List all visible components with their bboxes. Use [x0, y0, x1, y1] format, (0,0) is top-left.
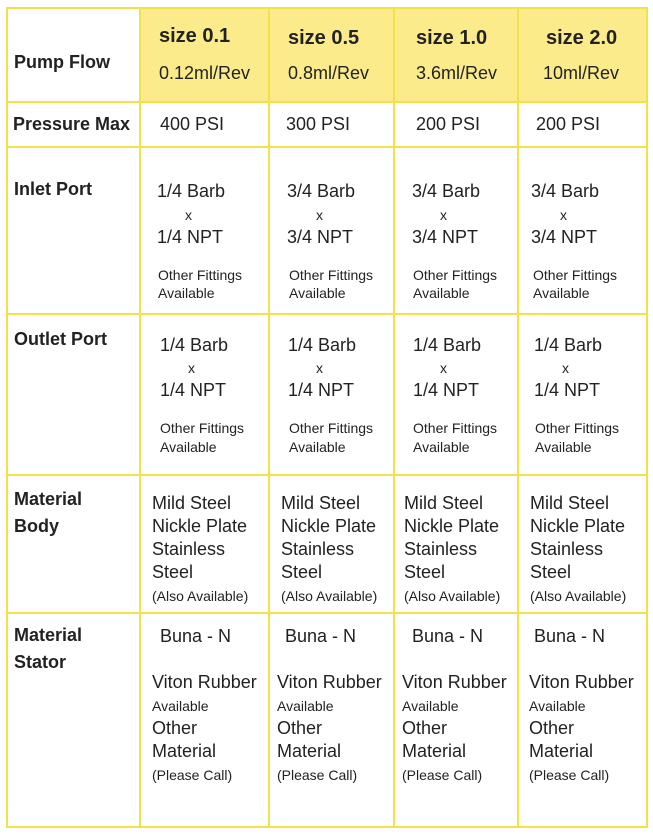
inlet-other: Other Fittings — [158, 267, 243, 283]
column-pressure: 300 PSI — [286, 114, 351, 134]
stator-available: Available — [277, 698, 334, 714]
stator-other: Material — [402, 741, 467, 761]
body-material: Steel — [530, 562, 572, 582]
stator-viton: Viton Rubber — [402, 672, 507, 692]
body-material: Mild Steel — [404, 493, 484, 513]
inlet-npt: 3/4 NPT — [287, 227, 354, 247]
outlet-other: Other Fittings — [413, 420, 498, 436]
grid-line — [6, 146, 648, 148]
stator-other: Material — [529, 741, 594, 761]
body-material: Nickle Plate — [152, 516, 248, 536]
body-material: Nickle Plate — [281, 516, 377, 536]
column-size: size 2.0 — [546, 27, 618, 49]
inlet-x: x — [560, 207, 567, 223]
inlet-barb: 3/4 Barb — [531, 181, 600, 201]
body-material: Stainless — [281, 539, 355, 559]
column-flow: 10ml/Rev — [543, 63, 620, 83]
body-note: (Also Available) — [152, 588, 249, 604]
row-label-material-body: Body — [14, 516, 59, 536]
outlet-npt: 1/4 NPT — [288, 380, 355, 400]
row-label-inlet-port: Inlet Port — [14, 179, 93, 199]
outlet-npt: 1/4 NPT — [160, 380, 227, 400]
body-material: Mild Steel — [530, 493, 610, 513]
outlet-x: x — [188, 360, 195, 376]
inlet-other: Other Fittings — [289, 267, 374, 283]
body-note: (Also Available) — [281, 588, 378, 604]
body-material: Nickle Plate — [530, 516, 626, 536]
stator-other: Material — [152, 741, 217, 761]
grid-line — [6, 313, 648, 315]
inlet-x: x — [185, 207, 192, 223]
stator-viton: Viton Rubber — [152, 672, 257, 692]
outlet-other: Available — [413, 439, 470, 455]
body-material: Stainless — [152, 539, 226, 559]
outlet-barb: 1/4 Barb — [534, 335, 603, 355]
grid-line — [139, 8, 141, 828]
stator-buna: Buna - N — [412, 626, 484, 646]
body-note: (Also Available) — [530, 588, 627, 604]
column-size: size 1.0 — [416, 27, 488, 49]
stator-buna: Buna - N — [285, 626, 357, 646]
row-label-material-body: Material — [14, 489, 83, 509]
stator-other: Other — [529, 718, 575, 738]
grid-line — [646, 8, 648, 828]
grid-line — [6, 7, 648, 9]
column-flow: 0.12ml/Rev — [159, 63, 251, 83]
outlet-other: Available — [160, 439, 217, 455]
body-material: Steel — [404, 562, 446, 582]
inlet-other: Available — [533, 285, 590, 301]
outlet-x: x — [316, 360, 323, 376]
body-material: Mild Steel — [152, 493, 232, 513]
stator-available: Available — [529, 698, 586, 714]
row-label-material-stator: Material — [14, 625, 83, 645]
stator-other: Other — [277, 718, 323, 738]
stator-call: (Please Call) — [402, 767, 483, 783]
stator-other: Other — [152, 718, 198, 738]
inlet-npt: 1/4 NPT — [157, 227, 224, 247]
inlet-other: Available — [289, 285, 346, 301]
inlet-npt: 3/4 NPT — [412, 227, 479, 247]
outlet-barb: 1/4 Barb — [288, 335, 357, 355]
inlet-x: x — [440, 207, 447, 223]
outlet-other: Other Fittings — [160, 420, 245, 436]
grid-line — [268, 8, 270, 828]
stator-buna: Buna - N — [534, 626, 606, 646]
stator-viton: Viton Rubber — [529, 672, 634, 692]
inlet-barb: 3/4 Barb — [412, 181, 481, 201]
stator-call: (Please Call) — [152, 767, 233, 783]
stator-call: (Please Call) — [529, 767, 610, 783]
stator-available: Available — [152, 698, 209, 714]
outlet-other: Available — [535, 439, 592, 455]
outlet-barb: 1/4 Barb — [160, 335, 229, 355]
body-material: Stainless — [530, 539, 604, 559]
column-pressure: 200 PSI — [536, 114, 601, 134]
inlet-other: Other Fittings — [533, 267, 618, 283]
grid-line — [6, 474, 648, 476]
body-material: Stainless — [404, 539, 478, 559]
body-material: Mild Steel — [281, 493, 361, 513]
grid-line — [6, 101, 648, 103]
outlet-npt: 1/4 NPT — [534, 380, 601, 400]
body-note: (Also Available) — [404, 588, 501, 604]
column-pressure: 200 PSI — [416, 114, 481, 134]
outlet-other: Other Fittings — [535, 420, 620, 436]
column-pressure: 400 PSI — [160, 114, 225, 134]
outlet-other: Available — [289, 439, 346, 455]
column-size: size 0.5 — [288, 27, 360, 49]
inlet-barb: 3/4 Barb — [287, 181, 356, 201]
outlet-x: x — [440, 360, 447, 376]
inlet-x: x — [316, 207, 323, 223]
grid-line — [393, 8, 395, 828]
stator-available: Available — [402, 698, 459, 714]
stator-other: Material — [277, 741, 342, 761]
body-material: Steel — [152, 562, 194, 582]
column-size: size 0.1 — [159, 25, 231, 47]
inlet-other: Other Fittings — [413, 267, 498, 283]
stator-other: Other — [402, 718, 448, 738]
stator-buna: Buna - N — [160, 626, 232, 646]
grid-line — [6, 826, 648, 828]
inlet-barb: 1/4 Barb — [157, 181, 226, 201]
row-label-outlet-port: Outlet Port — [14, 329, 107, 349]
body-material: Steel — [281, 562, 323, 582]
stator-viton: Viton Rubber — [277, 672, 382, 692]
outlet-barb: 1/4 Barb — [413, 335, 482, 355]
column-flow: 3.6ml/Rev — [416, 63, 498, 83]
grid-line — [517, 8, 519, 828]
grid-line — [6, 612, 648, 614]
inlet-other: Available — [413, 285, 470, 301]
outlet-x: x — [562, 360, 569, 376]
outlet-other: Other Fittings — [289, 420, 374, 436]
row-label-material-stator: Stator — [14, 652, 67, 672]
inlet-other: Available — [158, 285, 215, 301]
column-flow: 0.8ml/Rev — [288, 63, 370, 83]
row-label-pressure-max: Pressure Max — [13, 114, 131, 134]
row-label-pump-flow: Pump Flow — [14, 52, 110, 72]
body-material: Nickle Plate — [404, 516, 500, 536]
grid-line — [6, 8, 8, 828]
inlet-npt: 3/4 NPT — [531, 227, 598, 247]
stator-call: (Please Call) — [277, 767, 358, 783]
outlet-npt: 1/4 NPT — [413, 380, 480, 400]
